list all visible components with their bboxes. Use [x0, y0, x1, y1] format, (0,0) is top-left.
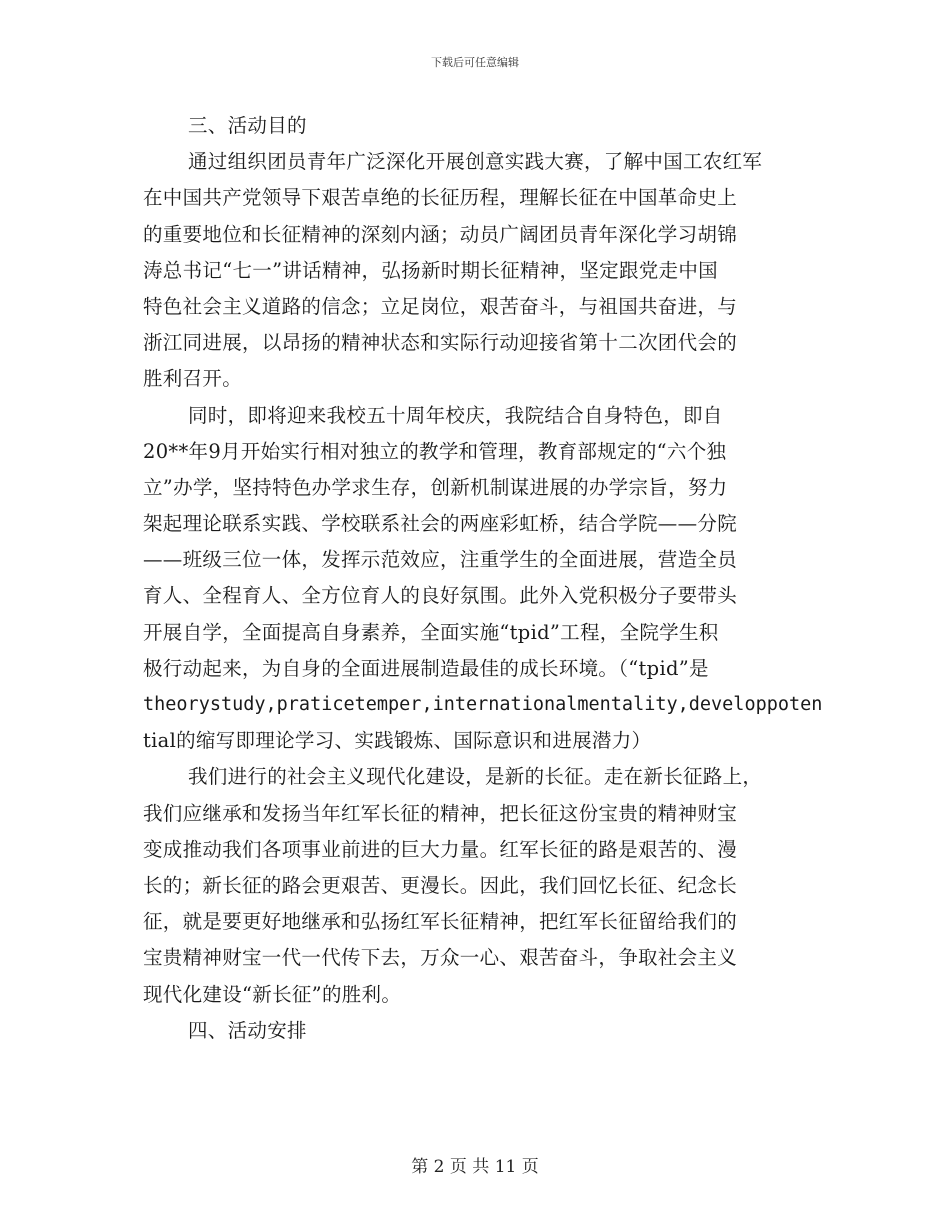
- page-header: 下载后可任意编辑: [431, 56, 519, 69]
- section-heading-purpose: 三、活动目的: [188, 114, 307, 137]
- paragraph-line: 浙江同进展，以昂扬的精神状态和实际行动迎接省第十二次团代会的: [143, 331, 738, 355]
- paragraph-line: 涛总书记“七一”讲话精神，弘扬新时期长征精神，坚定跟党走中国: [143, 258, 718, 282]
- paragraph-line: 我们应继承和发扬当年红军长征的精神，把长征这份宝贵的精神财宝: [143, 801, 738, 825]
- paragraph-line: 的重要地位和长征精神的深刻内涵；动员广阔团员青年深化学习胡锦: [143, 222, 738, 246]
- paragraph-line: 育人、全程育人、全方位育人的良好氛围。此外入党积极分子要带头: [143, 584, 738, 608]
- paragraph-line: 宝贵精神财宝一代一代传下去，万众一心、艰苦奋斗，争取社会主义: [143, 946, 738, 970]
- document-body: [143, 108, 823, 1049]
- paragraph-line: 在中国共产党领导下艰苦卓绝的长征历程，理解长征在中国革命史上: [143, 186, 738, 210]
- paragraph-line: ——班级三位一体，发挥示范效应，注重学生的全面进展，营造全员: [143, 548, 738, 572]
- paragraph-line-english: theorystudy,praticetemper,internationalmentality,developpoten: [143, 694, 823, 715]
- paragraph-line: 立”办学，坚持特色办学求生存，创新机制谋进展的办学宗旨，努力: [143, 475, 728, 499]
- section-heading-arrangement: 四、活动安排: [188, 1018, 307, 1042]
- paragraph-line: 我们进行的社会主义现代化建设，是新的长征。走在新长征路上，: [188, 765, 763, 789]
- paragraph-line: 极行动起来，为自身的全面进展制造最佳的成长环境。（“tpid”是: [143, 656, 709, 680]
- paragraph-line: 20**年9月开始实行相对独立的教学和管理，教育部规定的“六个独: [143, 439, 727, 463]
- paragraph-line: 现代化建设“新长征”的胜利。: [143, 982, 402, 1006]
- paragraph-line: 特色社会主义道路的信念；立足岗位，艰苦奋斗，与祖国共奋进，与: [143, 294, 738, 318]
- paragraph-line: 胜利召开。: [143, 367, 243, 391]
- paragraph-line: 通过组织团员青年广泛深化开展创意实践大赛，了解中国工农红军: [188, 150, 763, 174]
- paragraph-line: 长的；新长征的路会更艰苦、更漫长。因此，我们回忆长征、纪念长: [143, 873, 738, 897]
- paragraph-line: 开展自学，全面提高自身素养，全面实施“tpid”工程，全院学生积: [143, 620, 719, 644]
- paragraph-line: 征，就是要更好地继承和弘扬红军长征精神，把红军长征留给我们的: [143, 910, 738, 934]
- paragraph-line: 变成推动我们各项事业前进的巨大力量。红军长征的路是艰苦的、漫: [143, 837, 738, 861]
- page-footer: 第 2 页 共 11 页: [411, 1157, 539, 1177]
- paragraph-line: 同时，即将迎来我校五十周年校庆，我院结合自身特色，即自: [188, 403, 723, 427]
- paragraph-line: 架起理论联系实践、学校联系社会的两座彩虹桥，结合学院——分院: [143, 512, 737, 536]
- paragraph-line: tial的缩写即理论学习、实践锻炼、国际意识和进展潜力）: [143, 729, 652, 753]
